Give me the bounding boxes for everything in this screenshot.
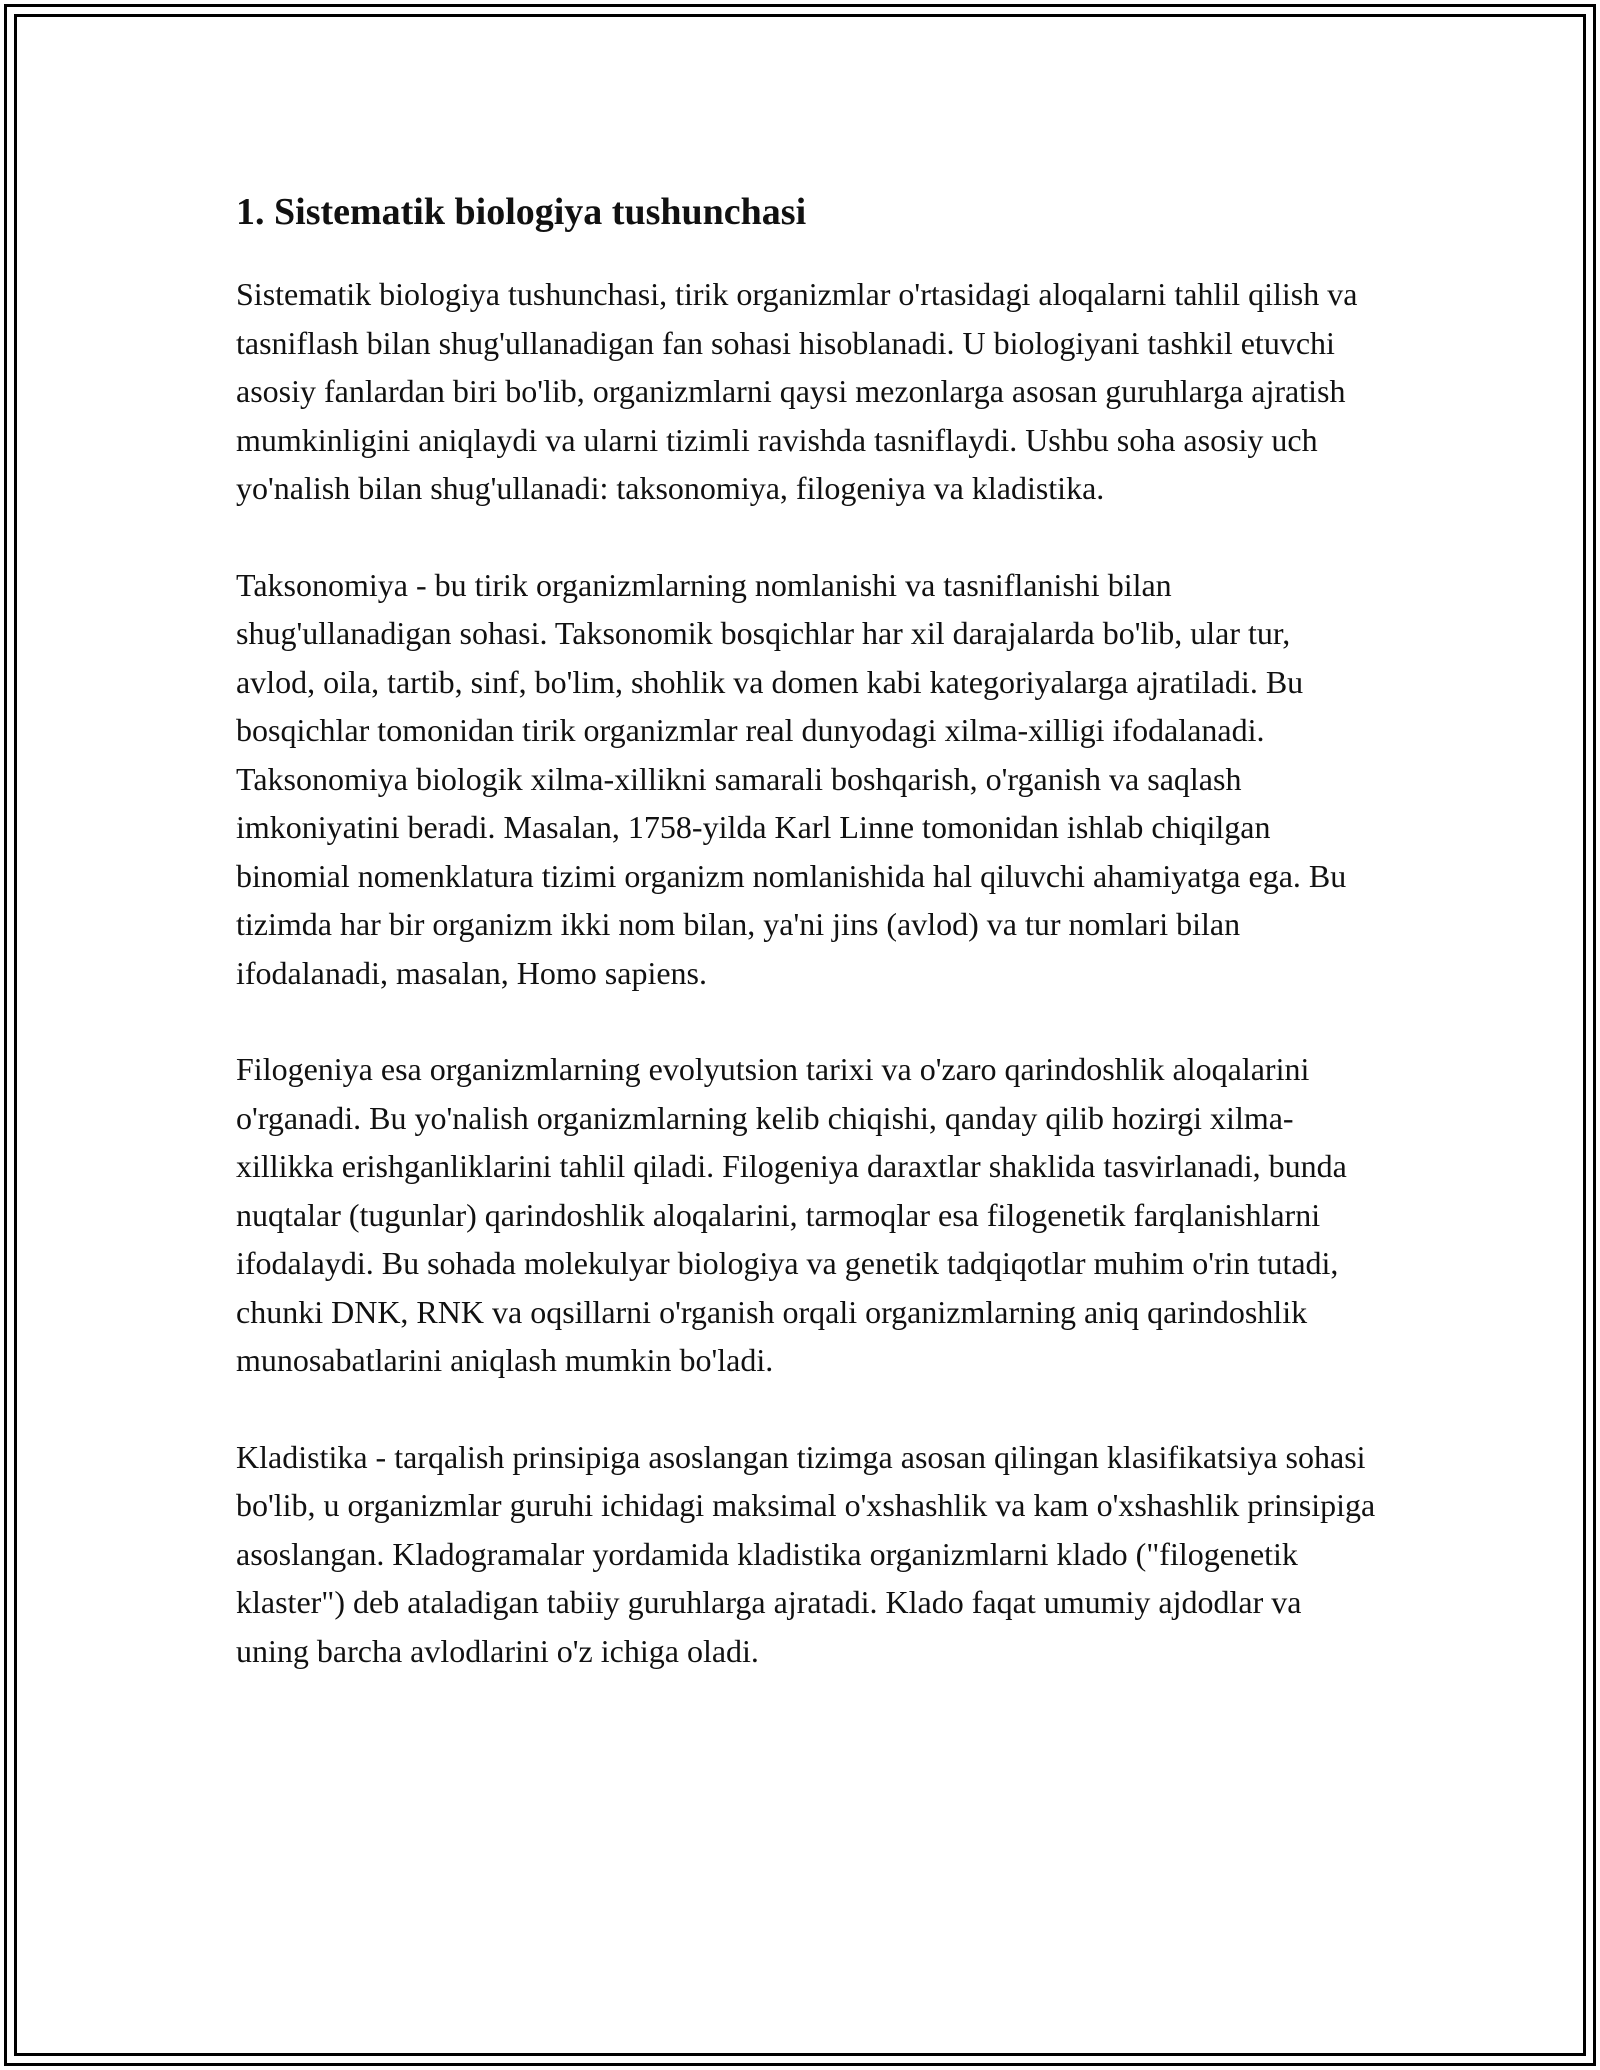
paragraph-kladistika: Kladistika - tarqalish prinsipiga asoslangan tizimga asosan qilingan klasifikatsiya sohasi bo'lib, u organizmlar guruhi ichidagi maksimal o'xshashlik va kam o'xshashlik prinsipiga asoslangan. Kladogramalar yordamida kladistika organizmlarni klado ("filogenetik klaster") deb ataladigan tabiiy guruhlarga ajratadi. Klado faqat umumiy ajdodlar va uning barcha avlodlarini o'z ichiga oladi. <box>236 1438 1376 1669</box>
document-body <box>236 186 1376 1723</box>
page-title: 1. Sistematik biologiya tushunchasi <box>236 191 807 233</box>
paragraph-intro: Sistematik biologiya tushunchasi, tirik organizmlar o'rtasidagi aloqalarni tahlil qilish va tasniflash bilan shug'ullanadigan fan sohasi hisoblanadi. U biologiyani tashkil etuvchi asosiy fanlardan biri bo'lib, organizmlarni qaysi mezonlarga asosan guruhlarga ajratish mumkinligini aniqlaydi va ularni tizimli ravishda tasniflaydi. Ushbu soha asosiy uch yo'nalish bilan shug'ullanadi: taksonomiya, filogeniya va kladistika. <box>236 276 1358 506</box>
paragraph-taksonomiya: Taksonomiya - bu tirik organizmlarning nomlanishi va tasniflanishi bilan shug'ullanadigan sohasi. Taksonomik bosqichlar har xil darajalarda bo'lib, ular tur, avlod, oila, tartib, sinf, bo'lim, shohlik va domen kabi kategoriyalarga ajratiladi. Bu bosqichlar tomonidan tirik organizmlar real dunyodagi xilma-xilligi ifodalanadi. Taksonomiya biologik xilma-xillikni samarali boshqarish, o'rganish va saqlash imkoniyatini beradi. Masalan, 1758-yilda Karl Linne tomonidan ishlab chiqilgan binomial nomenklatura tizimi organizm nomlanishida hal qiluvchi ahamiyatga ega. Bu tizimda har bir organizm ikki nom bilan, ya'ni jins (avlod) va tur nomlari bilan ifodalanadi, masalan, Homo sapiens. <box>236 566 1347 991</box>
paragraph-filogeniya: Filogeniya esa organizmlarning evolyutsion tarixi va o'zaro qarindoshlik aloqalarini o'rganadi. Bu yo'nalish organizmlarning kelib chiqishi, qanday qilib hozirgi xilma-xillikka erishganliklarini tahlil qiladi. Filogeniya daraxtlar shaklida tasvirlanadi, bunda nuqtalar (tugunlar) qarindoshlik aloqalarini, tarmoqlar esa filogenetik farqlanishlarni ifodalaydi. Bu sohada molekulyar biologiya va genetik tadqiqotlar muhim o'rin tutadi, chunki DNK, RNK va oqsillarni o'rganish orqali organizmlarning aniq qarindoshlik munosabatlarini aniqlash mumkin bo'ladi. <box>236 1051 1347 1378</box>
